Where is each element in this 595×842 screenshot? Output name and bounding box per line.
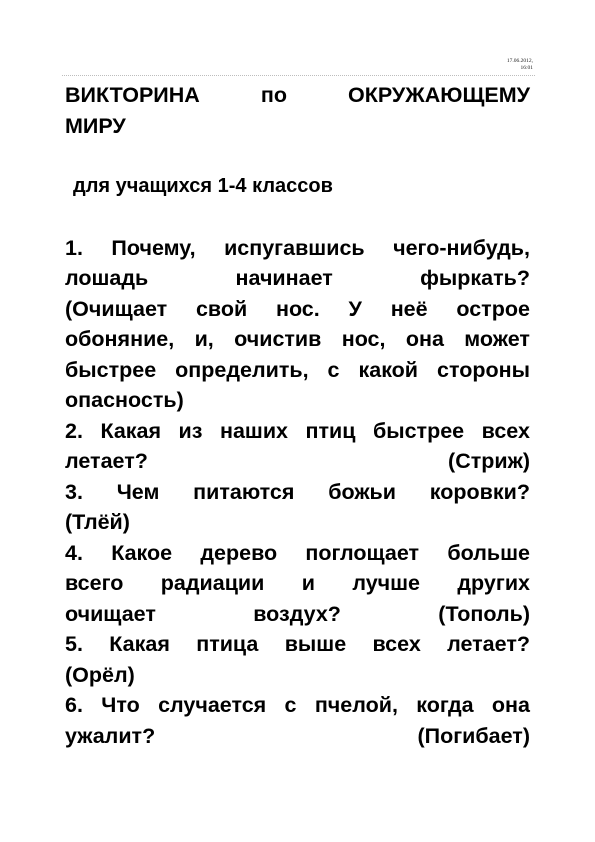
- word: 2.: [65, 418, 83, 443]
- word: У: [348, 296, 362, 321]
- word: дерево: [200, 540, 278, 565]
- word: радиации: [160, 571, 265, 595]
- word: (Очищает: [65, 296, 168, 321]
- word: нос,: [341, 327, 386, 351]
- question-list: [65, 233, 530, 752]
- word: больше: [447, 540, 530, 565]
- word: фыркать?: [420, 266, 530, 290]
- word: птица: [196, 632, 259, 656]
- stamp-date: 17.06.2012,: [506, 58, 533, 64]
- word: лошадь: [65, 266, 149, 290]
- word: с: [327, 357, 340, 382]
- word: Какое: [111, 540, 173, 565]
- word: (Тополь): [438, 601, 530, 626]
- text-line: [65, 294, 530, 325]
- word: она: [491, 693, 530, 717]
- word: лучше: [352, 571, 421, 595]
- timestamp-stamp: [507, 58, 533, 72]
- stamp-time: 16:01: [520, 65, 533, 71]
- question-block: [65, 538, 530, 691]
- word: определить,: [175, 357, 309, 382]
- word: питаются: [193, 479, 295, 504]
- word: испугавшись: [224, 235, 365, 260]
- text-line: [65, 416, 530, 447]
- word: очистив: [234, 327, 322, 351]
- document-subtitle: для учащихся 1-4 классов: [73, 175, 333, 197]
- header-divider: [62, 75, 535, 76]
- word: и,: [194, 327, 214, 351]
- text-line: (Орёл): [65, 662, 135, 687]
- text-line: [65, 263, 530, 294]
- word: (Стриж): [448, 449, 530, 473]
- word: неё: [390, 296, 428, 321]
- word: когда: [416, 693, 474, 717]
- question-block: [65, 416, 530, 538]
- word: быстрее: [65, 357, 157, 382]
- text-line: (Тлёй): [65, 510, 130, 534]
- text-line: [65, 233, 530, 264]
- word: ужалит?: [65, 723, 156, 748]
- word: случается: [158, 693, 267, 717]
- text-line: [65, 446, 530, 477]
- word: всех: [481, 418, 530, 443]
- title-word: по: [260, 83, 287, 107]
- blank-line: [65, 202, 530, 233]
- text-line: [65, 721, 530, 752]
- question-block: [65, 233, 530, 416]
- word: 5.: [65, 632, 83, 656]
- word: какой: [358, 357, 419, 382]
- title-line-1: [65, 80, 530, 111]
- word: всего: [65, 571, 124, 595]
- word: летает?: [65, 449, 148, 473]
- word: нос.: [275, 296, 320, 321]
- word: чего-нибудь,: [393, 235, 530, 260]
- text-line: [65, 477, 530, 508]
- word: быстрее: [372, 418, 465, 443]
- title-word: ОКРУЖАЮЩЕМУ: [348, 83, 530, 107]
- word: всех: [372, 632, 421, 656]
- word: 3.: [65, 479, 83, 504]
- word: выше: [284, 632, 347, 656]
- word: коровки?: [429, 479, 530, 504]
- word: 6.: [65, 693, 83, 717]
- word: птиц: [305, 418, 356, 443]
- text-line: опасность): [65, 388, 184, 412]
- word: пчелой,: [314, 693, 398, 717]
- word: очищает: [65, 601, 156, 626]
- title-word: ВИКТОРИНА: [65, 83, 200, 107]
- word: летает?: [447, 632, 530, 656]
- word: Какая: [100, 418, 162, 443]
- text-line: [65, 599, 530, 630]
- word: воздух?: [253, 601, 341, 626]
- text-line: [65, 355, 530, 386]
- question-block: [65, 690, 530, 751]
- word: поглощает: [305, 540, 420, 565]
- word: начинает: [235, 266, 333, 290]
- word: обоняние,: [65, 327, 175, 351]
- word: 1.: [65, 235, 83, 260]
- word: Чем: [116, 479, 160, 504]
- word: наших: [219, 418, 288, 443]
- text-line: [65, 568, 530, 599]
- word: других: [457, 571, 530, 595]
- word: Какая: [109, 632, 170, 656]
- document-body: [65, 80, 530, 751]
- word: может: [464, 327, 530, 351]
- document-title: [65, 80, 530, 141]
- text-line: [65, 690, 530, 721]
- text-line: [65, 629, 530, 660]
- word: и: [301, 571, 315, 595]
- word: острое: [456, 296, 530, 321]
- word: она: [405, 327, 444, 351]
- word: из: [178, 418, 203, 443]
- word: (Погибает): [417, 723, 530, 748]
- text-line: [65, 324, 530, 355]
- word: Что: [101, 693, 140, 717]
- word: Почему,: [111, 235, 196, 260]
- word: божьи: [328, 479, 396, 504]
- word: с: [284, 693, 297, 717]
- text-line: [65, 538, 530, 569]
- word: стороны: [437, 357, 530, 382]
- word: свой: [195, 296, 248, 321]
- title-line-2: МИРУ: [65, 113, 126, 138]
- word: 4.: [65, 540, 83, 565]
